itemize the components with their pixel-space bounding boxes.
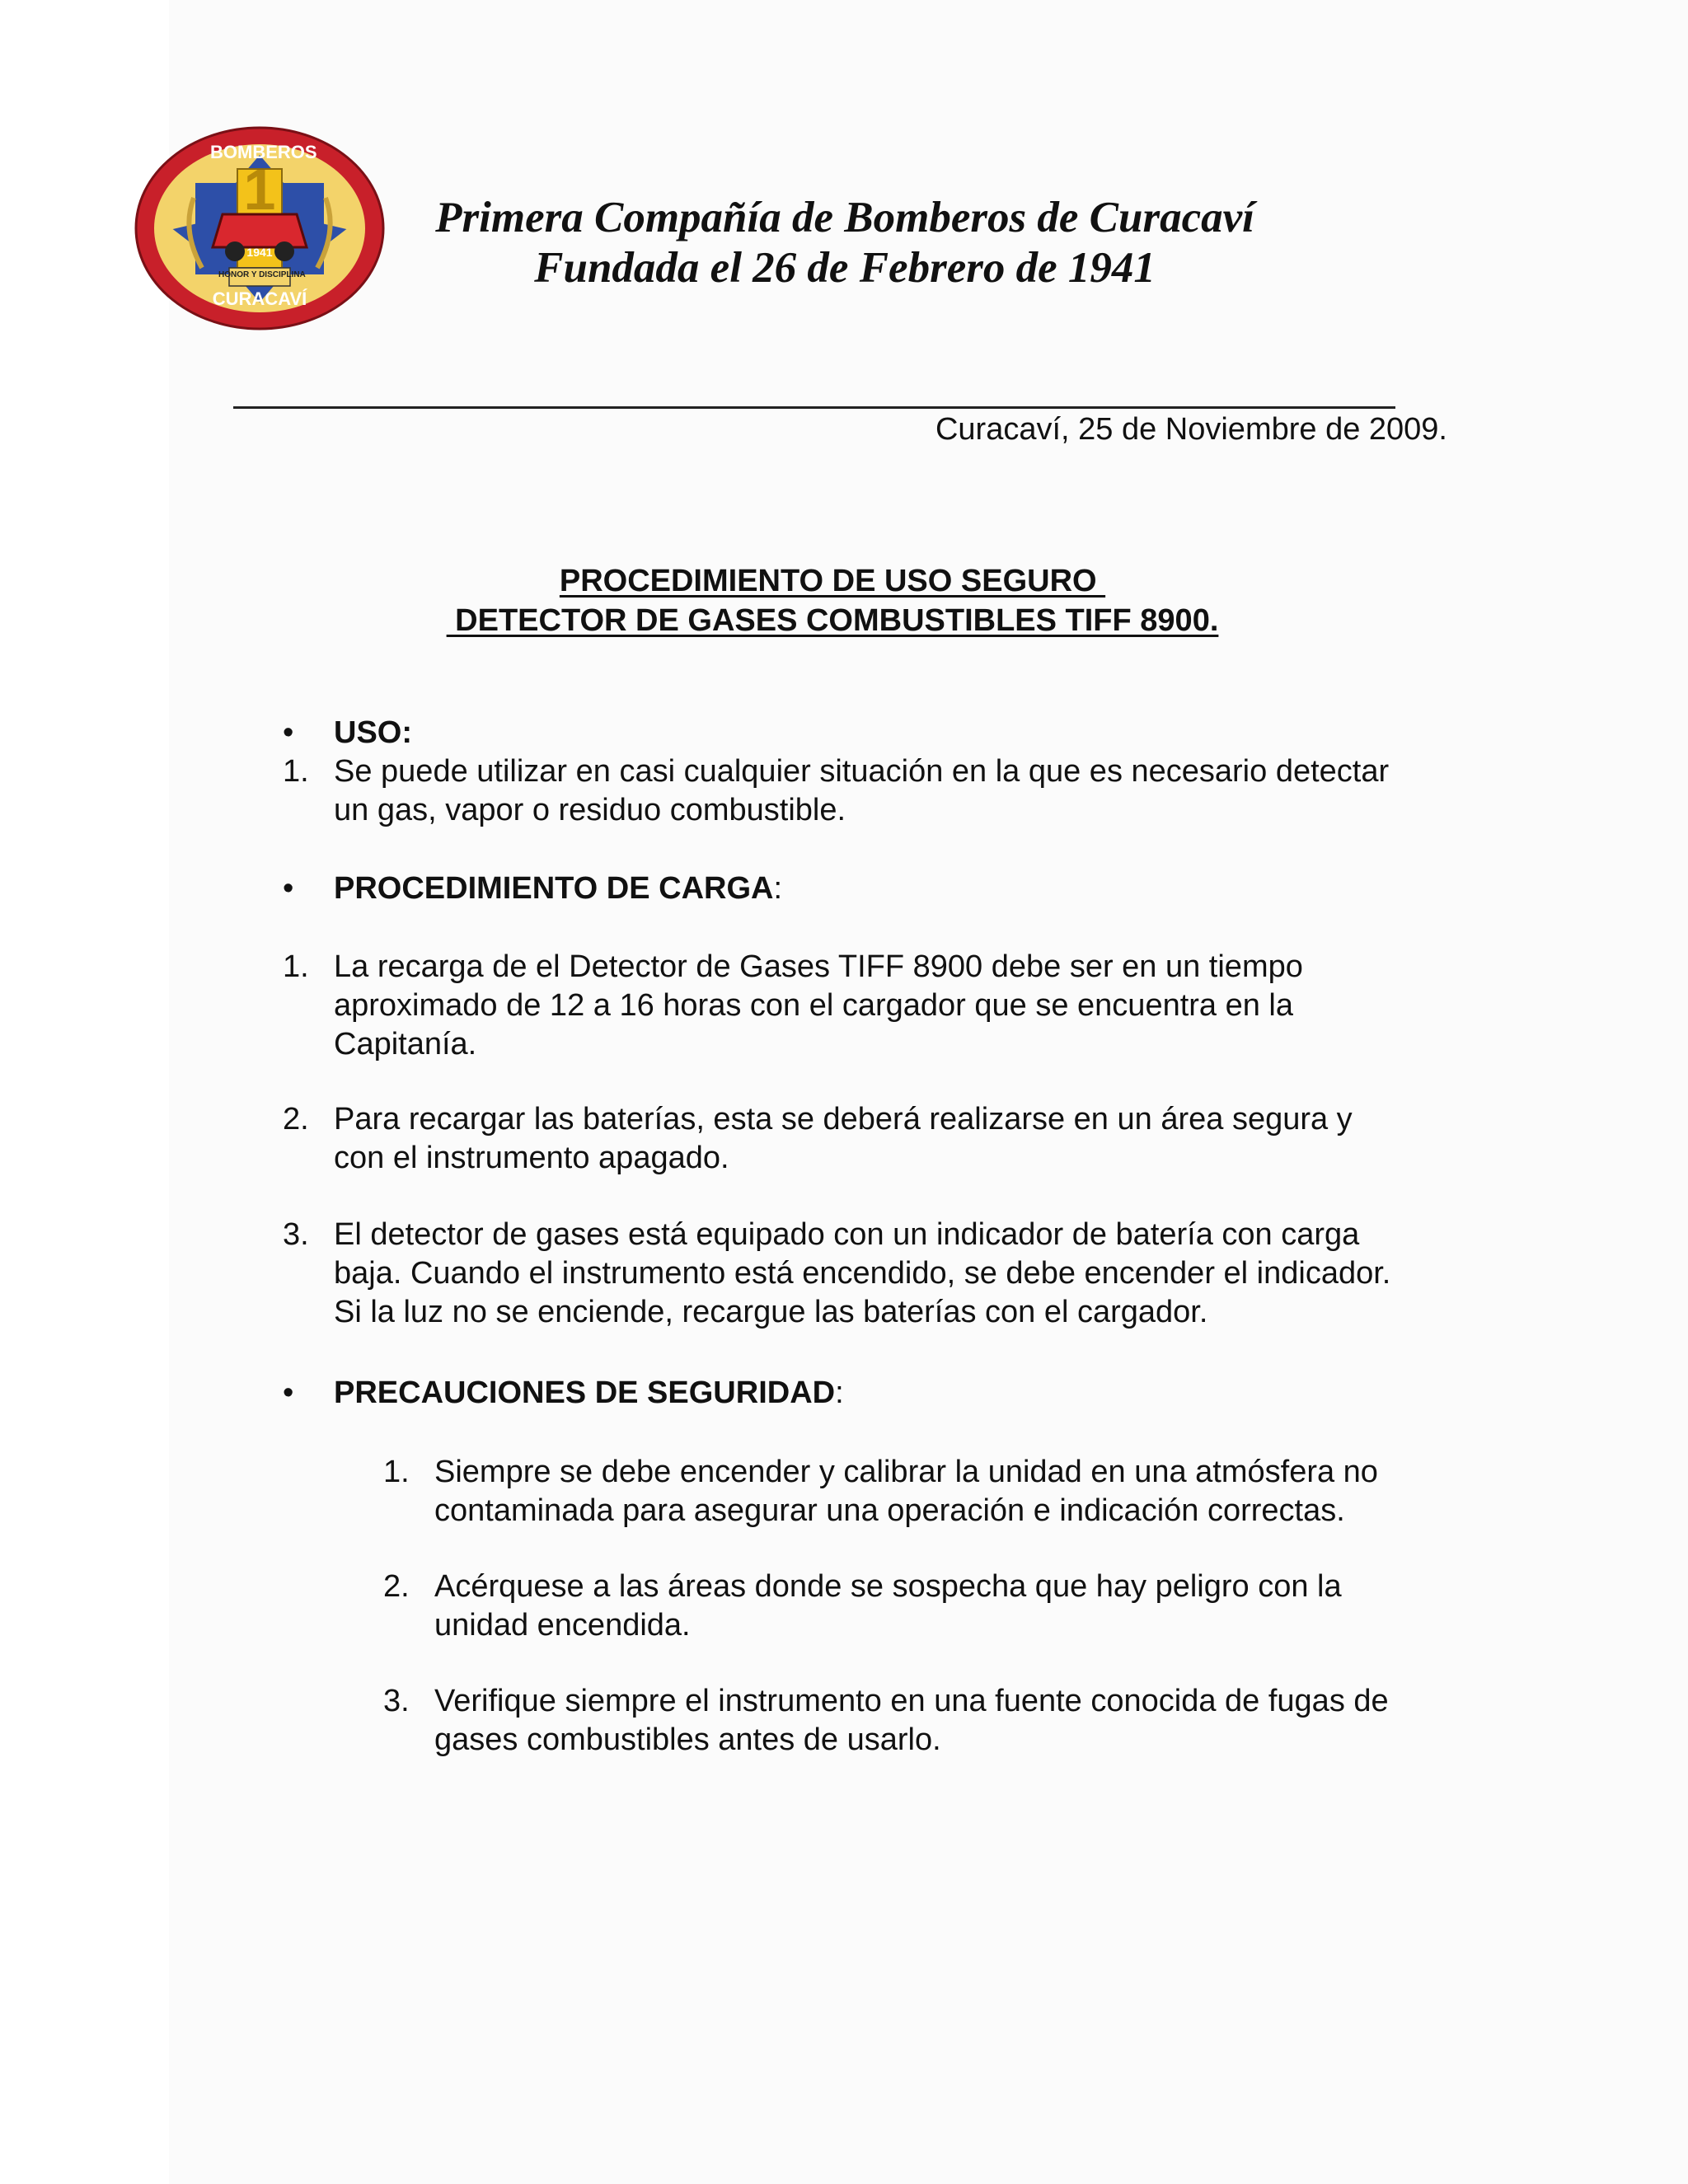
section-seguridad-colon: : [835,1376,844,1410]
document-title-line-2: DETECTOR DE GASES COMBUSTIBLES TIFF 8900. [446,603,1219,638]
list-item-number: 1. [283,754,309,789]
list-item-number: 1. [383,1455,410,1489]
logo-year: 1941 [246,246,273,259]
bullet-icon: • [283,1376,294,1410]
founding-date: Fundada el 26 de Febrero de 1941 [534,244,1156,292]
fire-company-logo [132,124,387,334]
section-carga-title: PROCEDIMIENTO DE CARGA [334,871,774,906]
page-background [169,0,1688,2184]
list-item-line: Acérquese a las áreas donde se sospecha que hay peligro con la [434,1569,1342,1604]
bullet-icon: • [283,871,294,906]
logo-number: 1 [243,157,276,222]
list-item-number: 1. [283,949,309,984]
section-uso-title: USO: [334,715,412,750]
list-item-number: 2. [283,1102,309,1137]
organization-name: Primera Compañía de Bomberos de Curacaví [435,194,1254,241]
list-item-line: El detector de gases está equipado con un indicador de batería con carga [334,1217,1360,1252]
document-date: Curacaví, 25 de Noviembre de 2009. [935,412,1447,447]
list-item-line: aproximado de 12 a 16 horas con el cargador que se encuentra en la [334,988,1294,1023]
list-item-line: Si la luz no se enciende, recargue las baterías con el cargador. [334,1295,1208,1329]
list-item-line: Verifique siempre el instrumento en una fuente conocida de fugas de [434,1684,1389,1718]
section-carga-colon: : [773,871,783,906]
list-item-number: 3. [383,1684,410,1718]
bullet-icon: • [283,715,294,750]
organization-header [363,193,1327,293]
list-item-line: contaminada para asegurar una operación e indicación correctas. [434,1493,1345,1528]
list-item-line: gases combustibles antes de usarlo. [434,1722,941,1757]
section-seguridad-title: PRECAUCIONES DE SEGURIDAD [334,1376,836,1410]
logo-motto: HONOR Y DISCIPLINA [218,270,306,279]
list-item-line: Para recargar las baterías, esta se deberá realizarse en un área segura y [334,1102,1353,1137]
document-title-line-1: PROCEDIMIENTO DE USO SEGURO [559,564,1106,598]
list-item-line: Se puede utilizar en casi cualquier situación en la que es necesario detectar [334,754,1390,789]
list-item-line: La recarga de el Detector de Gases TIFF 8900 debe ser en un tiempo [334,949,1303,984]
list-item-number: 3. [283,1217,309,1252]
list-item-line: unidad encendida. [434,1608,691,1643]
list-item-line: baja. Cuando el instrumento está encendido, se debe encender el indicador. [334,1256,1391,1291]
list-item-line: con el instrumento apagado. [334,1141,729,1175]
list-item-line: Capitanía. [334,1027,477,1062]
logo-top-text: BOMBEROS [210,142,317,162]
document-title [247,561,1418,640]
list-item-number: 2. [383,1569,410,1604]
logo-bottom-text: CURACAVÍ [212,288,307,309]
list-item-line: un gas, vapor o residuo combustible. [334,793,846,827]
list-item-line: Siempre se debe encender y calibrar la unidad en una atmósfera no [434,1455,1378,1489]
